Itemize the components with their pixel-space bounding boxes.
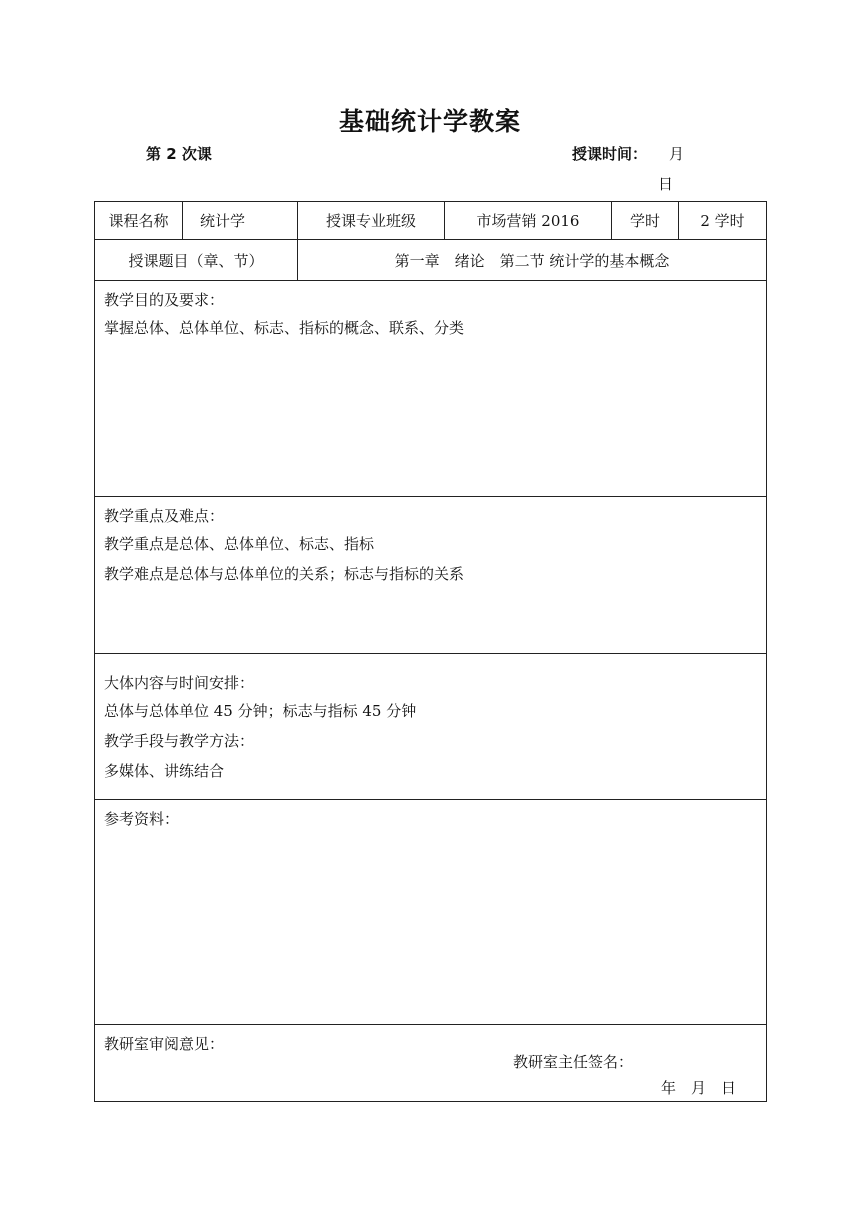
content-line: 多媒体、讲练结合 (104, 762, 225, 780)
key-point-line: 教学重点是总体、总体单位、标志、指标 (104, 535, 375, 553)
objectives-row (95, 281, 767, 497)
lesson-time (572, 143, 684, 164)
review-row (95, 1025, 767, 1102)
date-day: 日 (721, 1079, 738, 1097)
course-name-label: 课程名称 (95, 202, 183, 240)
topic-row (95, 240, 767, 281)
content-cell (95, 654, 767, 800)
date-month: 月 (691, 1079, 708, 1097)
course-name-value (183, 202, 298, 240)
key-points-cell (95, 497, 767, 654)
time-day: 日 (658, 175, 674, 193)
content-row (95, 654, 767, 800)
content-line: 教学手段与教学方法： (104, 732, 255, 750)
lesson-plan-table (94, 201, 767, 1102)
key-point-line: 教学难点是总体与总体单位的关系；标志与指标的关系 (104, 565, 465, 583)
signature-date (661, 1077, 751, 1098)
objectives-heading: 教学目的及要求： (104, 291, 225, 309)
objectives-line: 掌握总体、总体单位、标志、指标的概念、联系、分类 (104, 319, 465, 337)
time-month: 月 (669, 145, 685, 163)
review-heading: 教研室审阅意见： (104, 1035, 225, 1053)
class-label: 授课专业班级 (298, 202, 445, 240)
signature-label: 教研室主任签名： (513, 1053, 634, 1071)
objectives-cell (95, 281, 767, 497)
date-year: 年 (661, 1079, 678, 1097)
time-label: 授课时间： (572, 145, 648, 163)
references-heading: 参考资料： (104, 810, 180, 828)
key-points-row (95, 497, 767, 654)
class-value: 市场营销 2016 (445, 202, 612, 240)
content-line: 总体与总体单位 45 分钟；标志与指标 45 分钟 (104, 702, 417, 720)
key-points-heading: 教学重点及难点： (104, 507, 225, 525)
references-cell (95, 800, 767, 1025)
course-info-row (95, 202, 767, 240)
references-row (95, 800, 767, 1025)
lesson-number: 第 2 次课 (146, 145, 212, 163)
document-title: 基础统计学教案 (338, 107, 521, 136)
hours-value: 2 学时 (679, 202, 767, 240)
topic-value: 第一章 绪论 第二节 统计学的基本概念 (298, 240, 767, 281)
review-cell (95, 1025, 767, 1102)
topic-label: 授课题目（章、节） (95, 240, 298, 281)
content-heading: 大体内容与时间安排： (104, 674, 255, 692)
hours-label: 学时 (612, 202, 679, 240)
course-name-text: 统计学 (200, 212, 246, 230)
